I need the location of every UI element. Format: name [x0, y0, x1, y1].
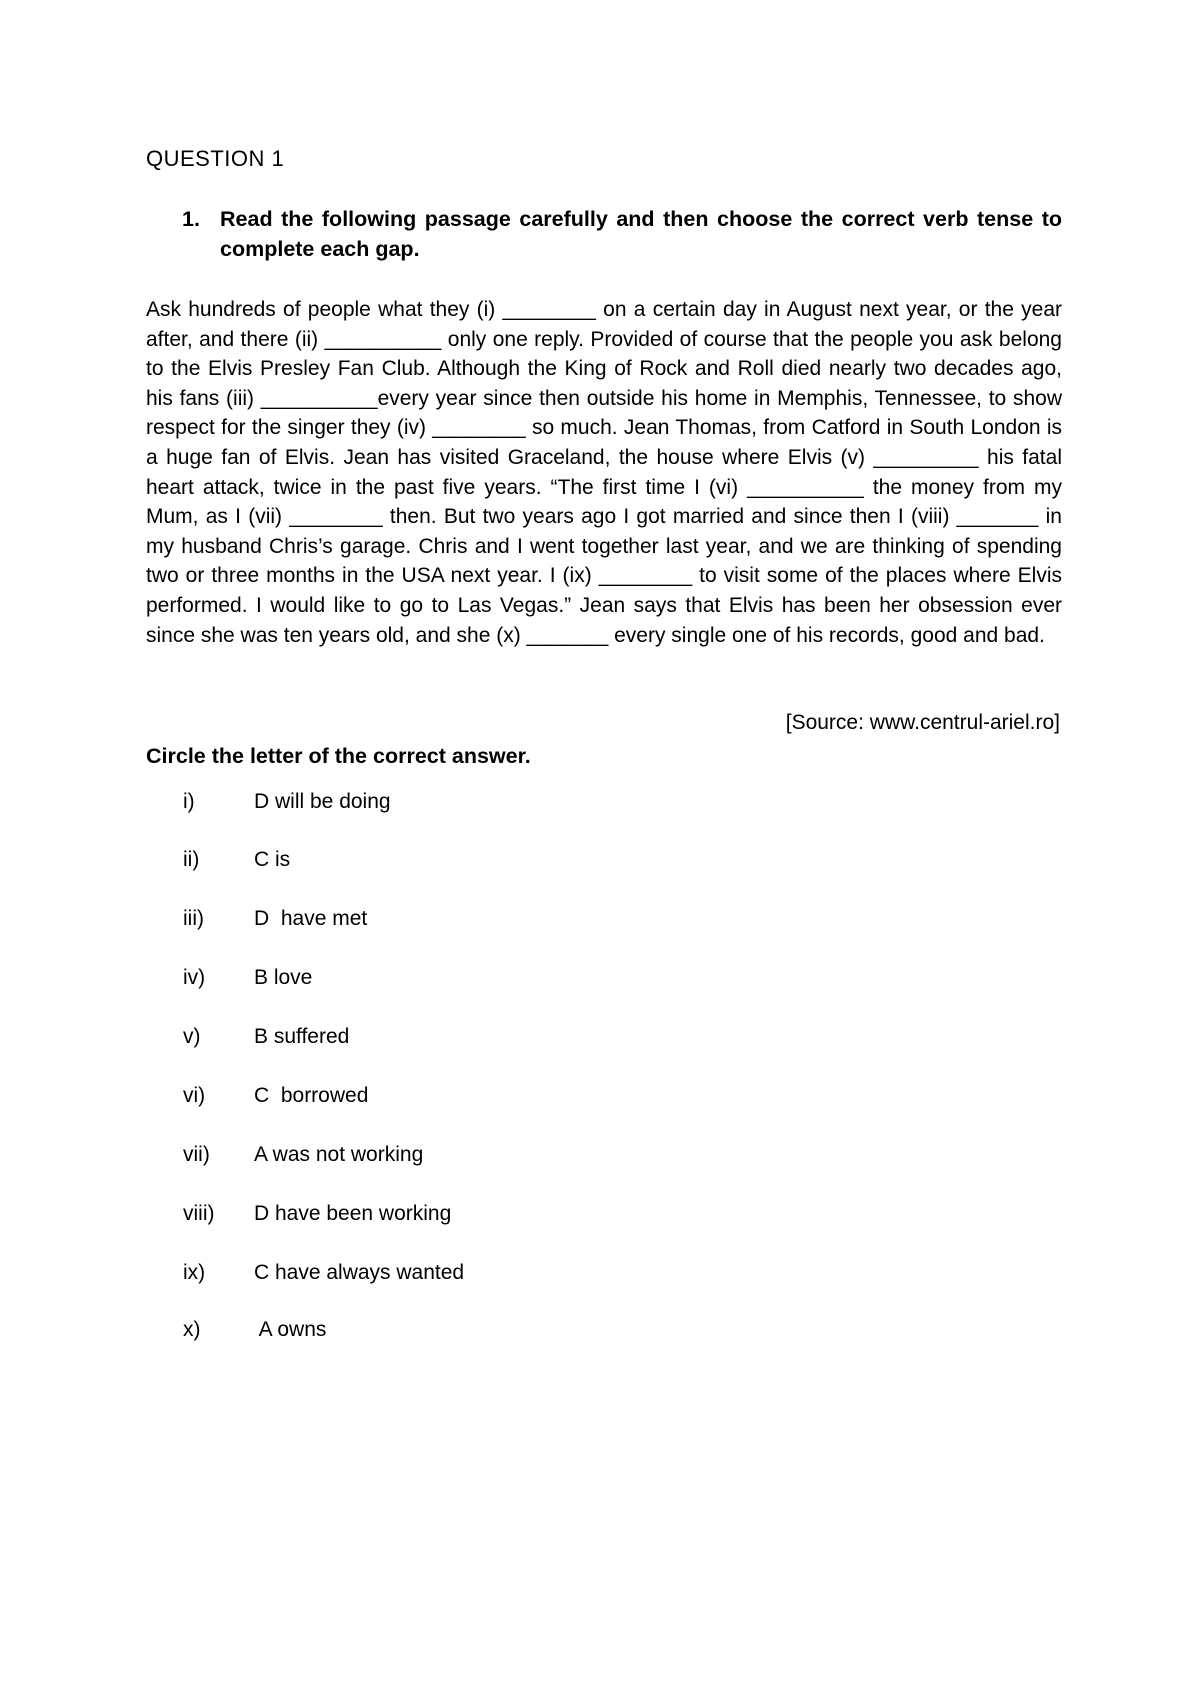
answer-text: C borrowed: [254, 1084, 369, 1107]
answer-text: B love: [254, 966, 313, 989]
answer-row: [0, 848, 1200, 878]
answer-numeral: viii): [183, 1202, 215, 1225]
instruction-number: 1.: [182, 207, 200, 231]
circle-instruction: Circle the letter of the correct answer.: [146, 744, 531, 768]
answer-text: D will be doing: [254, 790, 391, 813]
instruction: [182, 204, 1062, 264]
answer-numeral: iv): [183, 966, 206, 989]
answer-numeral: v): [183, 1025, 201, 1048]
answer-row: [0, 907, 1200, 937]
answer-text: C is: [254, 848, 291, 871]
passage-text: Ask hundreds of people what they (i) ________ on a certain day in August next year, or the year after, and there (ii) __________ only one reply. Provided of course that the people you ask belong to the Elvis Presley Fan Club. Although the King of Rock and Roll died nearly two decades ago, his fans (iii) __________every year since then outside his home in Memphis, Tennessee, to show respect for the singer they (iv) ________ so much. Jean Thomas, from Catford in South London is a huge fan of Elvis. Jean has visited Graceland, the house where Elvis (v) _________ his fatal heart attack, twice in the past five years. “The first time I (vi) __________ the money from my Mum, as I (vii) ________ then. But two years ago I got married and since then I (viii) _______ in my husband Chris’s garage. Chris and I went together last year, and we are thinking of spending two or three months in the USA next year. I (ix) ________ to visit some of the places where Elvis performed. I would like to go to Las Vegas.” Jean says that Elvis has been her obsession ever since she was ten years old, and she (x) _______ every single one of his records, good and bad.: [146, 298, 1062, 647]
answer-row: [0, 966, 1200, 996]
answer-text: A owns: [254, 1318, 327, 1341]
answer-row: [0, 1025, 1200, 1055]
answer-numeral: iii): [183, 907, 204, 930]
answer-numeral: ii): [183, 848, 200, 871]
answer-row: [0, 1318, 1200, 1348]
answer-numeral: i): [183, 790, 195, 813]
answer-row: [0, 1202, 1200, 1232]
answer-text: C have always wanted: [254, 1261, 465, 1284]
answer-row: [0, 1084, 1200, 1114]
passage: [146, 295, 1062, 650]
question-heading: QUESTION 1: [146, 146, 285, 171]
answer-numeral: vi): [183, 1084, 206, 1107]
answer-text: D have been working: [254, 1202, 452, 1225]
instruction-text: Read the following passage carefully and then choose the correct verb tense to complete each gap.: [220, 207, 1062, 261]
answer-numeral: vii): [183, 1143, 210, 1166]
answer-text: A was not working: [254, 1143, 424, 1166]
answer-text: B suffered: [254, 1025, 350, 1048]
answer-numeral: ix): [183, 1261, 206, 1284]
answer-numeral: x): [183, 1318, 201, 1341]
answer-row: [0, 790, 1200, 820]
answer-row: [0, 1261, 1200, 1291]
answer-row: [0, 1143, 1200, 1173]
source-citation: [Source: www.centrul-ariel.ro]: [785, 711, 1060, 734]
answer-text: D have met: [254, 907, 368, 930]
